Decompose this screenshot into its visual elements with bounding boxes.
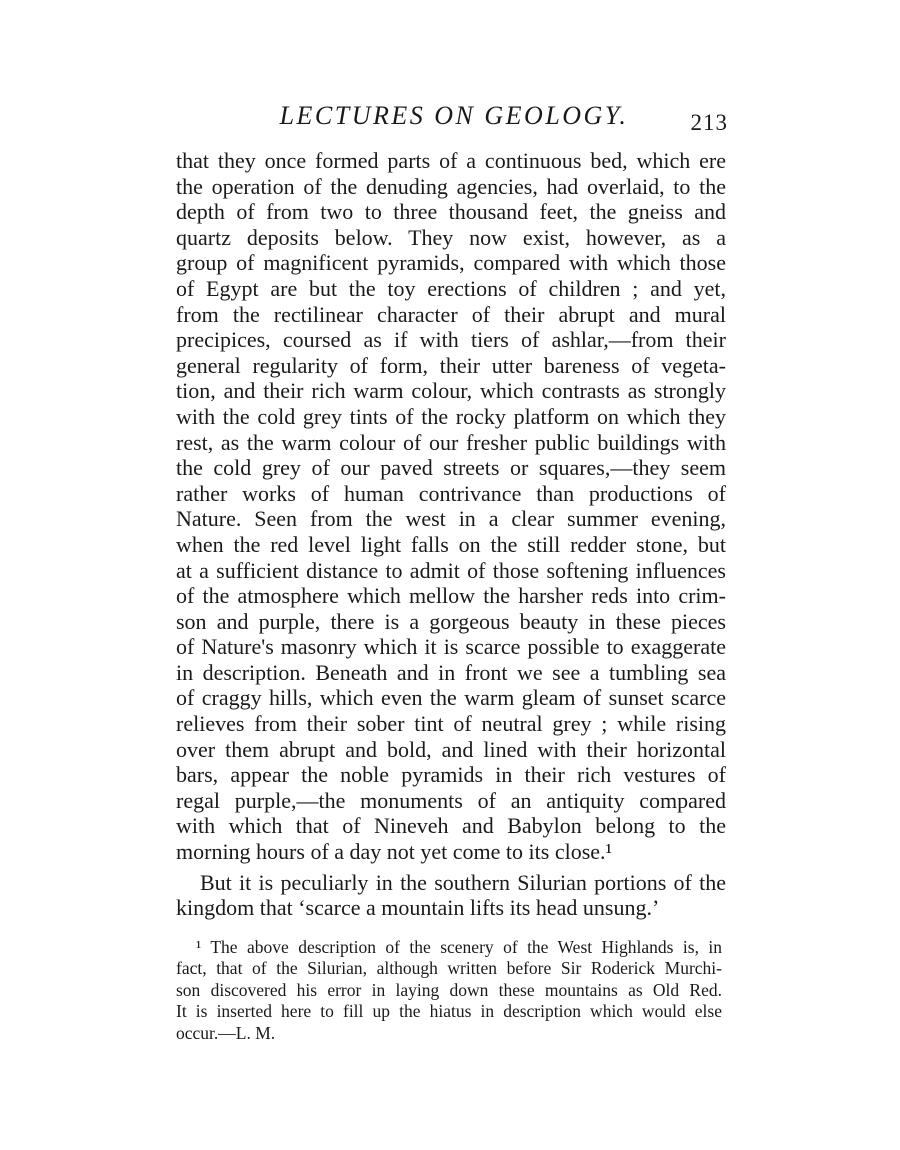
text-line: of the atmosphere which mellow the harsher reds into crim-: [176, 583, 726, 609]
text-line: morning hours of a day not yet come to its close.¹: [176, 839, 613, 865]
text-line: the cold grey of our paved streets or squares,—they seem: [176, 455, 726, 481]
text-line: kingdom that ‘scarce a mountain lifts its head unsung.’: [176, 895, 660, 921]
text-line: of craggy hills, which even the warm gleam of sunset scarce: [176, 685, 726, 711]
text-line: son and purple, there is a gorgeous beauty in these pieces: [176, 608, 726, 634]
text-line: bars, appear the noble pyramids in their rich vestures of: [176, 762, 726, 788]
text-line: group of magnificent pyramids, compared with which those: [176, 250, 726, 276]
text-line: depth of from two to three thousand feet, the gneiss and: [176, 199, 726, 225]
footnote-line: It is inserted here to fill up the hiatus in description which would else: [176, 1001, 722, 1022]
text-line: quartz deposits below. They now exist, however, as a: [176, 224, 726, 250]
text-line: regal purple,—the monuments of an antiquity compared: [176, 787, 726, 813]
text-line: of Egypt are but the toy erections of children ; and yet,: [176, 275, 726, 301]
footnote: [176, 937, 722, 1044]
footnote-line: occur.—L. M.: [176, 1022, 276, 1043]
text-line: tion, and their rich warm colour, which contrasts as strongly: [176, 378, 726, 404]
text-line: general regularity of form, their utter bareness of vegeta-: [176, 352, 726, 378]
text-line: Nature. Seen from the west in a clear summer evening,: [176, 506, 726, 532]
running-title: LECTURES ON GEOLOGY.: [279, 101, 629, 130]
text-line: of Nature's masonry which it is scarce possible to exaggerate: [176, 634, 726, 660]
text-line: with the cold grey tints of the rocky platform on which they: [176, 403, 726, 429]
paragraph-1: [176, 148, 726, 865]
text-line: over them abrupt and bold, and lined with their horizontal: [176, 736, 726, 762]
text-line: the operation of the denuding agencies, had overlaid, to the: [176, 173, 726, 199]
text-line: precipices, coursed as if with tiers of ashlar,—from their: [176, 327, 726, 353]
footnote-line: ¹ The above description of the scenery of the West Highlands is, in: [196, 937, 722, 957]
text-line: rest, as the warm colour of our fresher public buildings with: [176, 429, 726, 455]
paragraph-2: [176, 870, 726, 921]
footnote-line: fact, that of the Silurian, although written before Sir Roderick Murchi-: [176, 958, 722, 979]
text-line: relieves from their sober tint of neutral grey ; while rising: [176, 711, 726, 737]
text-line: at a sufficient distance to admit of those softening influences: [176, 557, 726, 583]
text-line: rather works of human contrivance than productions of: [176, 480, 726, 506]
text-line: in description. Beneath and in front we see a tumbling sea: [176, 659, 726, 685]
page-number: 213: [690, 110, 728, 135]
footnote-line: son discovered his error in laying down these mountains as Old Red.: [176, 979, 722, 1000]
text-line: when the red level light falls on the still redder stone, but: [176, 531, 726, 557]
text-line: with which that of Nineveh and Babylon belong to the: [176, 813, 726, 839]
text-line: that they once formed parts of a continuous bed, which ere: [176, 148, 726, 173]
text-line: from the rectilinear character of their abrupt and mural: [176, 301, 726, 327]
body-text: [176, 148, 726, 921]
text-line: But it is peculiarly in the southern Silurian portions of the: [200, 869, 726, 895]
